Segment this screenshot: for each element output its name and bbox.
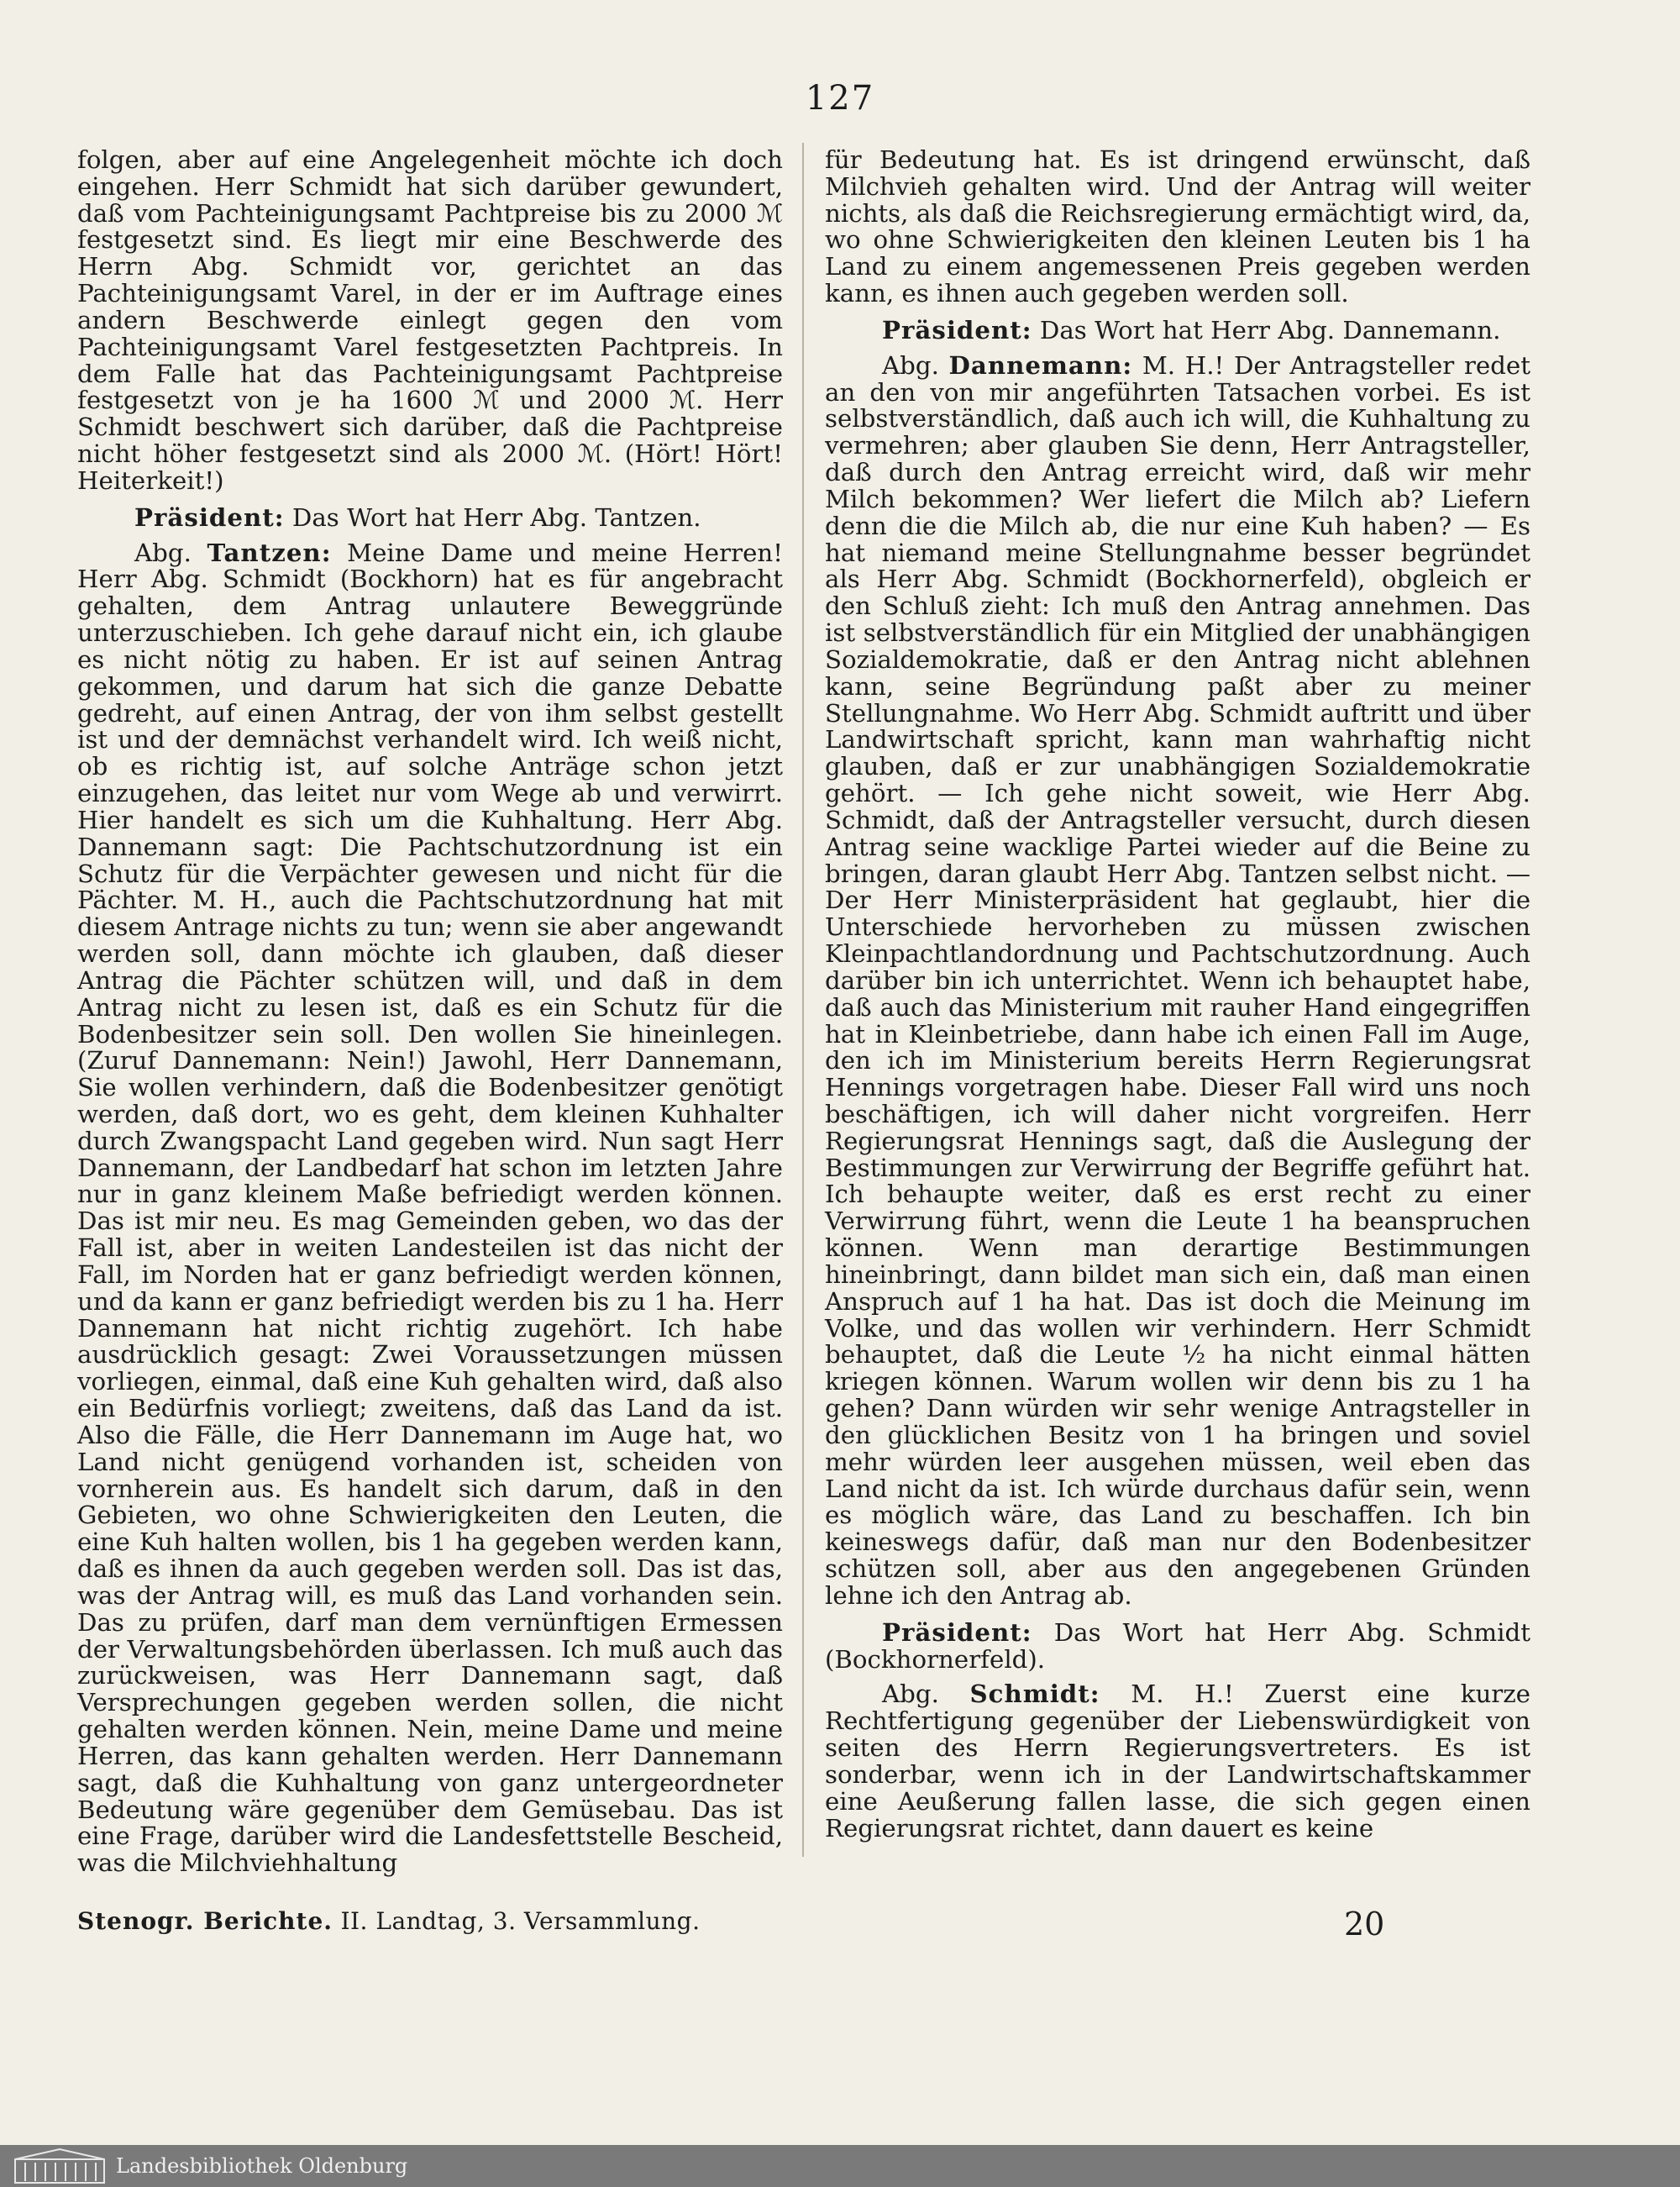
speaker-label: Präsident: <box>882 1617 1032 1647</box>
paragraph-continuation: folgen, aber auf eine Angelegenheit möchte ich doch eingehen. Herr Schmidt hat sich darüber gewundert, daß vom Pachteinigungsamt Pachtpreise bis zu 2000 ℳ festgesetzt sind. Es liegt mir eine Beschwerde des Herrn Abg. Schmidt vor, gerichtet an das Pachteinigungsamt Varel, in der er im Auftrage eines andern Beschwerde einlegt gegen den vom Pachteinigungsamt Varel festgesetzten Pachtpreis. In dem Falle hat das Pachteinigungsamt Pachtpreise festgesetzt von je ha 1600 ℳ und 2000 ℳ. Herr Schmidt beschwert sich darüber, daß die Pachtpreise nicht höher festgesetzt sind als 2000 ℳ. (Hört! Hört! Heiterkeit!) <box>77 145 783 495</box>
president-statement <box>825 1617 1530 1674</box>
statement-text: Das Wort hat Herr Abg. Tantzen. <box>291 502 701 532</box>
column-divider <box>802 143 804 1857</box>
right-column <box>825 147 1530 1842</box>
speaker-label: Tantzen: <box>207 538 332 567</box>
left-column <box>77 147 783 1877</box>
speaker-prefix: Abg. <box>134 538 192 567</box>
running-footer <box>77 1907 701 1935</box>
speaker-label: Schmidt: <box>969 1680 1100 1709</box>
speech-text: M. H.! Zuerst eine kurze Rechtfertigung gegenüber der Liebenswürdigkeit von seiten des Herrn Regierungsvertreters. Es ist sonderbar, wenn ich in der Landwirtschaftskammer eine Aeußerung fallen lasse, die sich gegen einen Regierungsrat richtet, dann dauert es keine <box>825 1680 1530 1843</box>
library-name: Landesbibliothek Oldenburg <box>116 2154 408 2178</box>
paragraph-continuation: für Bedeutung hat. Es ist dringend erwünscht, daß Milchvieh gehalten wird. Und der Antrag will weiter nichts, als daß die Reichsregierung ermächtigt wird, da, wo ohne Schwierigkeiten den kleinen Leuten bis 1 ha Land zu einem angemessenen Preis gegeben werden kann, es ihnen auch gegeben werden soll. <box>825 145 1530 308</box>
speaker-label: Präsident: <box>134 502 285 532</box>
speech-text: M. H.! Der Antragsteller redet an den von mir angeführten Tatsachen vorbei. Es ist selbstverständlich, daß auch ich will, die Kuhhaltung zu vermehren; aber glauben Sie denn, Herr Antragsteller, daß durch den Antrag erreicht wird, daß wir mehr Milch bekommen? Wer liefert die Milch ab? Liefern denn die die Milch ab, die nur eine Kuh haben? — Es hat niemand meine Stellungnahme besser begründet als Herr Abg. Schmidt (Bockhornerfeld), obgleich er den Schluß zieht: Ich muß den Antrag annehmen. Das ist selbstverständlich für ein Mitglied der unabhängigen Sozialdemokratie, daß er den Antrag nicht ablehnen kann, seine Begründung paßt aber zu meiner Stellungnahme. Wo Herr Abg. Schmidt auftritt und über Landwirtschaft spricht, kann man wahrhaftig nicht glauben, daß er zur unabhängigen Sozialdemokratie gehört. — Ich gehe nicht soweit, wie Herr Abg. Schmidt, daß der Antragsteller versucht, durch diesen Antrag seine wacklige Partei wieder auf die Beine zu bringen, daran glaubt Herr Abg. Tantzen selbst nicht. — Der Herr Ministerpräsident hat geglaubt, hier die Unterschiede hervorheben zu müssen zwischen Kleinpachtlandordnung und Pachtschutzordnung. Auch darüber bin ich unterrichtet. Wenn ich behauptet habe, daß auch das Ministerium mit rauher Hand eingegriffen hat in Kleinbetriebe, dann habe ich einen Fall im Auge, den ich im Ministerium bereits Herrn Regierungsrat Hennings vorgetragen habe. Dieser Fall wird uns noch beschäftigen, ich will daher nicht vorgreifen. Herr Regierungsrat Hennings sagt, daß die Auslegung der Bestimmungen zur Verwirrung der Begriffe geführt hat. Ich behaupte weiter, daß es erst recht zu einer Verwirrung führt, wenn die Leute 1 ha beanspruchen können. Wenn man derartige Bestimmungen hineinbringt, dann bildet man sich ein, daß man einen Anspruch auf 1 ha hat. Das ist doch die Meinung im Volke, und das wollen wir verhindern. Herr Schmidt behauptet, daß die Leute ½ ha nicht einmal hätten kriegen können. Warum wollen wir denn bis zu 1 ha gehen? Dann würden wir sehr wenige Antragsteller in den glücklichen Besitz von 1 ha bringen und soviel mehr würden leer ausgehen müssen, weil eben das Land nicht da ist. Ich würde durchaus dafür sein, wenn es möglich wäre, das Land zu beschaffen. Ich bin keineswegs dafür, daß man nur den Bodenbesitzer schützen soll, aber aus den angegebenen Gründen lehne ich den Antrag ab. <box>825 350 1530 1610</box>
statement-text: Das Wort hat Herr Abg. Dannemann. <box>1039 315 1501 344</box>
speaker-prefix: Abg. <box>882 1680 939 1709</box>
signature-number: 20 <box>1344 1906 1385 1943</box>
speech-paragraph <box>77 540 783 1877</box>
page-number: 127 <box>805 79 875 118</box>
library-bar <box>0 2145 1680 2187</box>
president-statement <box>825 315 1530 344</box>
speaker-prefix: Abg. <box>882 350 939 380</box>
president-statement <box>77 502 783 532</box>
speech-paragraph <box>825 1681 1530 1842</box>
speech-text: Meine Dame und meine Herren! Herr Abg. Schmidt (Bockhorn) hat es für angebracht gehalten, dem Antrag unlautere Beweggründe unterzuschieben. Ich gehe darauf nicht ein, ich glaube es nicht nötig zu haben. Er ist auf seinen Antrag gekommen, und darum hat sich die ganze Debatte gedreht, auf einen Antrag, der von ihm selbst gestellt ist und der demnächst verhandelt wird. Ich weiß nicht, ob es richtig ist, auf solche Anträge schon jetzt einzugehen, das leitet nur vom Wege ab und verwirrt. Hier handelt es sich um die Kuhhaltung. Herr Abg. Dannemann sagt: Die Pachtschutzordnung ist ein Schutz für die Verpächter gewesen und nicht für die Pächter. M. H., auch die Pachtschutzordnung hat mit diesem Antrage nichts zu tun; wenn sie aber angewandt werden soll, dann möchte ich glauben, daß dieser Antrag die Pächter schützen will, und daß in dem Antrag nicht zu lesen ist, daß es ein Schutz für die Bodenbesitzer sein soll. Den wollen Sie hineinlegen. (Zuruf Dannemann: Nein!) Jawohl, Herr Dannemann, Sie wollen verhindern, daß die Bodenbesitzer genötigt werden, daß dort, wo es geht, dem kleinen Kuhhalter durch Zwangspacht Land gegeben wird. Nun sagt Herr Dannemann, der Landbedarf hat schon im letzten Jahre nur in ganz kleinem Maße befriedigt werden können. Das ist mir neu. Es mag Gemeinden geben, wo das der Fall ist, aber in weiten Landesteilen ist das nicht der Fall, im Norden hat er ganz befriedigt werden können, und da kann er ganz befriedigt werden bis zu 1 ha. Herr Dannemann hat nicht richtig zugehört. Ich habe ausdrücklich gesagt: Zwei Voraussetzungen müssen vorliegen, einmal, daß eine Kuh gehalten wird, daß also ein Bedürfnis vorliegt; zweitens, daß das Land da ist. Also die Fälle, die Herr Dannemann im Auge hat, wo Land nicht genügend vorhanden ist, scheiden von vornherein aus. Es handelt sich darum, daß in den Gebieten, wo ohne Schwierigkeiten den Leuten, die eine Kuh halten wollen, bis 1 ha gegeben werden kann, daß es ihnen da auch gegeben werden soll. Das ist das, was der Antrag will, es muß das Land vorhanden sein. Das zu prüfen, darf man dem vernünftigen Ermessen der Verwaltungsbehörden überlassen. Ich muß auch das zurückweisen, was Herr Dannemann sagt, daß Versprechungen gegeben werden sollen, die nicht gehalten werden können. Nein, meine Dame und meine Herren, das kann gehalten werden. Herr Dannemann sagt, daß die Kuhhaltung von ganz untergeordneter Bedeutung wäre gegenüber dem Gemüsebau. Das ist eine Frage, darüber wird die Landesfettstelle Bescheid, was die Milchviehhaltung <box>77 538 783 1878</box>
speaker-label: Präsident: <box>882 315 1032 344</box>
library-building-icon <box>13 2148 106 2184</box>
speech-paragraph <box>825 350 1530 1610</box>
statement-text: Das Wort hat Herr Abg. Schmidt (Bockhornerfeld). <box>825 1617 1530 1674</box>
footer-title: Stenogr. Berichte. <box>77 1907 333 1935</box>
speaker-label: Dannemann: <box>948 350 1133 380</box>
footer-session: II. Landtag, 3. Versammlung. <box>340 1907 701 1935</box>
